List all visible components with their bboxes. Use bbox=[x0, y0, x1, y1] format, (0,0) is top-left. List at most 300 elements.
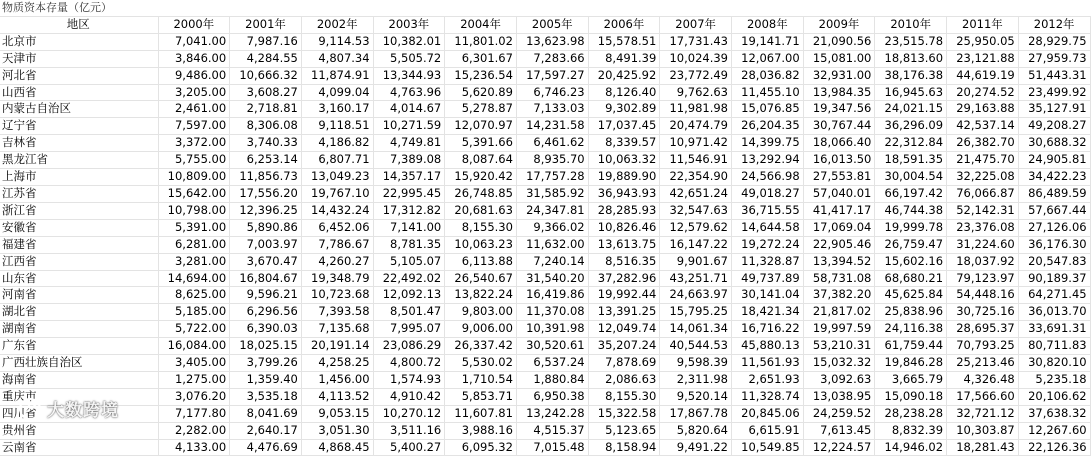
value-cell[interactable]: 24,905.81 bbox=[1018, 152, 1090, 169]
value-cell[interactable]: 17,597.27 bbox=[516, 67, 588, 84]
value-cell[interactable]: 6,746.23 bbox=[516, 84, 588, 101]
value-cell[interactable]: 6,253.14 bbox=[230, 152, 302, 169]
value-cell[interactable]: 15,090.18 bbox=[875, 388, 947, 405]
region-cell[interactable]: 山西省 bbox=[0, 84, 158, 101]
value-cell[interactable]: 31,540.20 bbox=[516, 270, 588, 287]
value-cell[interactable]: 10,666.32 bbox=[230, 67, 302, 84]
value-cell[interactable]: 22,312.84 bbox=[875, 135, 947, 152]
value-cell[interactable]: 10,063.23 bbox=[445, 236, 517, 253]
region-cell[interactable]: 福建省 bbox=[0, 236, 158, 253]
value-cell[interactable]: 10,271.59 bbox=[373, 118, 445, 135]
value-cell[interactable]: 7,878.69 bbox=[588, 355, 660, 372]
value-cell[interactable]: 6,296.56 bbox=[230, 304, 302, 321]
value-cell[interactable]: 26,337.42 bbox=[445, 338, 517, 355]
value-cell[interactable]: 13,391.25 bbox=[588, 304, 660, 321]
value-cell[interactable]: 16,147.22 bbox=[660, 236, 732, 253]
value-cell[interactable]: 70,793.25 bbox=[947, 338, 1019, 355]
value-cell[interactable]: 10,063.32 bbox=[588, 152, 660, 169]
value-cell[interactable]: 5,853.71 bbox=[445, 388, 517, 405]
value-cell[interactable]: 8,501.47 bbox=[373, 304, 445, 321]
value-cell[interactable]: 76,066.87 bbox=[947, 185, 1019, 202]
value-cell[interactable]: 4,186.82 bbox=[301, 135, 373, 152]
value-cell[interactable]: 4,868.45 bbox=[301, 439, 373, 456]
value-cell[interactable]: 80,711.83 bbox=[1018, 338, 1090, 355]
year-header[interactable]: 2002年 bbox=[301, 16, 373, 33]
value-cell[interactable]: 8,155.30 bbox=[445, 219, 517, 236]
value-cell[interactable]: 32,547.63 bbox=[660, 202, 732, 219]
value-cell[interactable]: 15,322.58 bbox=[588, 405, 660, 422]
value-cell[interactable]: 5,755.00 bbox=[158, 152, 230, 169]
value-cell[interactable]: 5,278.87 bbox=[445, 101, 517, 118]
value-cell[interactable]: 4,258.25 bbox=[301, 355, 373, 372]
value-cell[interactable]: 12,067.00 bbox=[732, 50, 804, 67]
value-cell[interactable]: 3,205.00 bbox=[158, 84, 230, 101]
value-cell[interactable]: 35,127.91 bbox=[1018, 101, 1090, 118]
value-cell[interactable]: 19,141.71 bbox=[732, 33, 804, 50]
value-cell[interactable]: 9,114.53 bbox=[301, 33, 373, 50]
value-cell[interactable]: 30,520.61 bbox=[516, 338, 588, 355]
value-cell[interactable]: 6,281.00 bbox=[158, 236, 230, 253]
value-cell[interactable]: 57,040.01 bbox=[803, 185, 875, 202]
value-cell[interactable]: 24,347.81 bbox=[516, 202, 588, 219]
value-cell[interactable]: 17,731.43 bbox=[660, 33, 732, 50]
value-cell[interactable]: 20,845.06 bbox=[732, 405, 804, 422]
region-cell[interactable]: 广东省 bbox=[0, 338, 158, 355]
value-cell[interactable]: 12,224.57 bbox=[803, 439, 875, 456]
value-cell[interactable]: 19,997.59 bbox=[803, 321, 875, 338]
value-cell[interactable]: 57,667.44 bbox=[1018, 202, 1090, 219]
value-cell[interactable]: 15,642.00 bbox=[158, 185, 230, 202]
value-cell[interactable]: 16,419.86 bbox=[516, 287, 588, 304]
value-cell[interactable]: 10,809.00 bbox=[158, 169, 230, 186]
value-cell[interactable]: 19,767.10 bbox=[301, 185, 373, 202]
value-cell[interactable]: 4,099.04 bbox=[301, 84, 373, 101]
value-cell[interactable]: 30,004.54 bbox=[875, 169, 947, 186]
value-cell[interactable]: 3,511.16 bbox=[373, 422, 445, 439]
value-cell[interactable]: 2,086.63 bbox=[588, 371, 660, 388]
value-cell[interactable]: 44,619.19 bbox=[947, 67, 1019, 84]
value-cell[interactable]: 46,744.38 bbox=[875, 202, 947, 219]
value-cell[interactable]: 12,579.62 bbox=[660, 219, 732, 236]
value-cell[interactable]: 25,838.96 bbox=[875, 304, 947, 321]
value-cell[interactable]: 6,950.38 bbox=[516, 388, 588, 405]
value-cell[interactable]: 9,901.67 bbox=[660, 253, 732, 270]
value-cell[interactable]: 12,267.60 bbox=[1018, 422, 1090, 439]
year-header[interactable]: 2003年 bbox=[373, 16, 445, 33]
value-cell[interactable]: 11,561.93 bbox=[732, 355, 804, 372]
value-cell[interactable]: 21,475.70 bbox=[947, 152, 1019, 169]
value-cell[interactable]: 34,422.23 bbox=[1018, 169, 1090, 186]
value-cell[interactable]: 35,207.24 bbox=[588, 338, 660, 355]
value-cell[interactable]: 20,191.14 bbox=[301, 338, 373, 355]
value-cell[interactable]: 17,556.20 bbox=[230, 185, 302, 202]
value-cell[interactable]: 11,455.10 bbox=[732, 84, 804, 101]
value-cell[interactable]: 22,354.90 bbox=[660, 169, 732, 186]
value-cell[interactable]: 8,781.35 bbox=[373, 236, 445, 253]
value-cell[interactable]: 12,070.97 bbox=[445, 118, 517, 135]
value-cell[interactable]: 7,141.00 bbox=[373, 219, 445, 236]
value-cell[interactable]: 15,920.42 bbox=[445, 169, 517, 186]
value-cell[interactable]: 7,987.16 bbox=[230, 33, 302, 50]
region-cell[interactable]: 黑龙江省 bbox=[0, 152, 158, 169]
value-cell[interactable]: 5,620.89 bbox=[445, 84, 517, 101]
value-cell[interactable]: 26,540.67 bbox=[445, 270, 517, 287]
value-cell[interactable]: 7,597.00 bbox=[158, 118, 230, 135]
value-cell[interactable]: 18,037.92 bbox=[947, 253, 1019, 270]
value-cell[interactable]: 1,456.00 bbox=[301, 371, 373, 388]
value-cell[interactable]: 23,772.49 bbox=[660, 67, 732, 84]
value-cell[interactable]: 25,213.46 bbox=[947, 355, 1019, 372]
value-cell[interactable]: 16,804.67 bbox=[230, 270, 302, 287]
value-cell[interactable]: 13,049.23 bbox=[301, 169, 373, 186]
value-cell[interactable]: 86,489.59 bbox=[1018, 185, 1090, 202]
value-cell[interactable]: 11,328.87 bbox=[732, 253, 804, 270]
value-cell[interactable]: 14,231.58 bbox=[516, 118, 588, 135]
value-cell[interactable]: 5,235.18 bbox=[1018, 371, 1090, 388]
region-cell[interactable]: 安徽省 bbox=[0, 219, 158, 236]
region-cell[interactable]: 北京市 bbox=[0, 33, 158, 50]
value-cell[interactable]: 8,339.57 bbox=[588, 135, 660, 152]
value-cell[interactable]: 30,725.16 bbox=[947, 304, 1019, 321]
value-cell[interactable]: 13,623.98 bbox=[516, 33, 588, 50]
value-cell[interactable]: 49,737.89 bbox=[732, 270, 804, 287]
value-cell[interactable]: 17,757.28 bbox=[516, 169, 588, 186]
value-cell[interactable]: 36,176.30 bbox=[1018, 236, 1090, 253]
value-cell[interactable]: 24,259.52 bbox=[803, 405, 875, 422]
value-cell[interactable]: 18,421.34 bbox=[732, 304, 804, 321]
value-cell[interactable]: 9,762.63 bbox=[660, 84, 732, 101]
region-cell[interactable]: 广西壮族自治区 bbox=[0, 355, 158, 372]
year-header[interactable]: 2007年 bbox=[660, 16, 732, 33]
value-cell[interactable]: 8,041.69 bbox=[230, 405, 302, 422]
value-cell[interactable]: 22,492.02 bbox=[373, 270, 445, 287]
value-cell[interactable]: 4,749.81 bbox=[373, 135, 445, 152]
table-title[interactable]: 物质资本存量（亿元） bbox=[0, 0, 1090, 16]
value-cell[interactable]: 68,680.21 bbox=[875, 270, 947, 287]
value-cell[interactable]: 4,476.69 bbox=[230, 439, 302, 456]
value-cell[interactable]: 14,399.75 bbox=[732, 135, 804, 152]
value-cell[interactable]: 19,272.24 bbox=[732, 236, 804, 253]
value-cell[interactable]: 14,644.58 bbox=[732, 219, 804, 236]
value-cell[interactable]: 8,935.70 bbox=[516, 152, 588, 169]
value-cell[interactable]: 8,832.39 bbox=[875, 422, 947, 439]
value-cell[interactable]: 61,759.44 bbox=[875, 338, 947, 355]
value-cell[interactable]: 51,443.31 bbox=[1018, 67, 1090, 84]
year-header[interactable]: 2004年 bbox=[445, 16, 517, 33]
value-cell[interactable]: 7,240.14 bbox=[516, 253, 588, 270]
value-cell[interactable]: 10,024.39 bbox=[660, 50, 732, 67]
value-cell[interactable]: 3,092.63 bbox=[803, 371, 875, 388]
value-cell[interactable]: 5,722.00 bbox=[158, 321, 230, 338]
year-header[interactable]: 2011年 bbox=[947, 16, 1019, 33]
value-cell[interactable]: 29,163.88 bbox=[947, 101, 1019, 118]
value-cell[interactable]: 20,274.52 bbox=[947, 84, 1019, 101]
value-cell[interactable]: 4,113.52 bbox=[301, 388, 373, 405]
value-cell[interactable]: 4,014.67 bbox=[373, 101, 445, 118]
value-cell[interactable]: 42,651.24 bbox=[660, 185, 732, 202]
value-cell[interactable]: 18,591.35 bbox=[875, 152, 947, 169]
value-cell[interactable]: 19,348.79 bbox=[301, 270, 373, 287]
value-cell[interactable]: 26,382.70 bbox=[947, 135, 1019, 152]
value-cell[interactable]: 13,242.28 bbox=[516, 405, 588, 422]
value-cell[interactable]: 90,189.37 bbox=[1018, 270, 1090, 287]
region-cell[interactable]: 重庆市 bbox=[0, 388, 158, 405]
region-cell[interactable]: 湖南省 bbox=[0, 321, 158, 338]
value-cell[interactable]: 2,282.00 bbox=[158, 422, 230, 439]
value-cell[interactable]: 3,740.33 bbox=[230, 135, 302, 152]
value-cell[interactable]: 30,767.44 bbox=[803, 118, 875, 135]
value-cell[interactable]: 6,452.06 bbox=[301, 219, 373, 236]
value-cell[interactable]: 28,695.37 bbox=[947, 321, 1019, 338]
value-cell[interactable]: 4,910.42 bbox=[373, 388, 445, 405]
value-cell[interactable]: 16,716.22 bbox=[732, 321, 804, 338]
region-cell[interactable]: 天津市 bbox=[0, 50, 158, 67]
value-cell[interactable]: 17,037.45 bbox=[588, 118, 660, 135]
value-cell[interactable]: 13,984.35 bbox=[803, 84, 875, 101]
value-cell[interactable]: 4,260.27 bbox=[301, 253, 373, 270]
value-cell[interactable]: 8,087.64 bbox=[445, 152, 517, 169]
value-cell[interactable]: 3,799.26 bbox=[230, 355, 302, 372]
value-cell[interactable]: 11,856.73 bbox=[230, 169, 302, 186]
value-cell[interactable]: 26,759.47 bbox=[875, 236, 947, 253]
value-cell[interactable]: 10,270.12 bbox=[373, 405, 445, 422]
region-cell[interactable]: 贵州省 bbox=[0, 422, 158, 439]
value-cell[interactable]: 30,688.32 bbox=[1018, 135, 1090, 152]
region-cell[interactable]: 江苏省 bbox=[0, 185, 158, 202]
value-cell[interactable]: 2,640.17 bbox=[230, 422, 302, 439]
value-cell[interactable]: 2,461.00 bbox=[158, 101, 230, 118]
value-cell[interactable]: 5,530.02 bbox=[445, 355, 517, 372]
value-cell[interactable]: 27,126.06 bbox=[1018, 219, 1090, 236]
value-cell[interactable]: 3,051.30 bbox=[301, 422, 373, 439]
value-cell[interactable]: 3,670.47 bbox=[230, 253, 302, 270]
value-cell[interactable]: 4,800.72 bbox=[373, 355, 445, 372]
value-cell[interactable]: 5,105.07 bbox=[373, 253, 445, 270]
value-cell[interactable]: 9,366.02 bbox=[516, 219, 588, 236]
value-cell[interactable]: 4,807.34 bbox=[301, 50, 373, 67]
value-cell[interactable]: 28,285.93 bbox=[588, 202, 660, 219]
region-cell[interactable]: 河北省 bbox=[0, 67, 158, 84]
value-cell[interactable]: 11,546.91 bbox=[660, 152, 732, 169]
value-cell[interactable]: 64,271.45 bbox=[1018, 287, 1090, 304]
value-cell[interactable]: 5,400.27 bbox=[373, 439, 445, 456]
value-cell[interactable]: 1,880.84 bbox=[516, 371, 588, 388]
value-cell[interactable]: 41,417.17 bbox=[803, 202, 875, 219]
value-cell[interactable]: 36,296.09 bbox=[875, 118, 947, 135]
value-cell[interactable]: 20,547.83 bbox=[1018, 253, 1090, 270]
value-cell[interactable]: 8,516.35 bbox=[588, 253, 660, 270]
value-cell[interactable]: 18,066.40 bbox=[803, 135, 875, 152]
region-cell[interactable]: 江西省 bbox=[0, 253, 158, 270]
year-header[interactable]: 2010年 bbox=[875, 16, 947, 33]
value-cell[interactable]: 19,347.56 bbox=[803, 101, 875, 118]
value-cell[interactable]: 7,995.07 bbox=[373, 321, 445, 338]
year-header[interactable]: 2009年 bbox=[803, 16, 875, 33]
value-cell[interactable]: 22,995.45 bbox=[373, 185, 445, 202]
value-cell[interactable]: 4,133.00 bbox=[158, 439, 230, 456]
value-cell[interactable]: 6,807.71 bbox=[301, 152, 373, 169]
value-cell[interactable]: 4,326.48 bbox=[947, 371, 1019, 388]
value-cell[interactable]: 52,142.31 bbox=[947, 202, 1019, 219]
value-cell[interactable]: 21,817.02 bbox=[803, 304, 875, 321]
value-cell[interactable]: 10,382.01 bbox=[373, 33, 445, 50]
value-cell[interactable]: 28,929.75 bbox=[1018, 33, 1090, 50]
value-cell[interactable]: 10,391.98 bbox=[516, 321, 588, 338]
value-cell[interactable]: 3,160.17 bbox=[301, 101, 373, 118]
value-cell[interactable]: 42,537.14 bbox=[947, 118, 1019, 135]
value-cell[interactable]: 13,292.94 bbox=[732, 152, 804, 169]
year-header[interactable]: 2005年 bbox=[516, 16, 588, 33]
value-cell[interactable]: 31,224.60 bbox=[947, 236, 1019, 253]
value-cell[interactable]: 20,106.62 bbox=[1018, 388, 1090, 405]
value-cell[interactable]: 16,945.63 bbox=[875, 84, 947, 101]
value-cell[interactable]: 10,549.85 bbox=[732, 439, 804, 456]
value-cell[interactable]: 24,116.38 bbox=[875, 321, 947, 338]
value-cell[interactable]: 36,943.93 bbox=[588, 185, 660, 202]
value-cell[interactable]: 32,225.08 bbox=[947, 169, 1019, 186]
value-cell[interactable]: 15,081.00 bbox=[803, 50, 875, 67]
value-cell[interactable]: 23,121.88 bbox=[947, 50, 1019, 67]
value-cell[interactable]: 15,795.25 bbox=[660, 304, 732, 321]
value-cell[interactable]: 10,971.42 bbox=[660, 135, 732, 152]
value-cell[interactable]: 20,425.92 bbox=[588, 67, 660, 84]
value-cell[interactable]: 14,946.02 bbox=[875, 439, 947, 456]
value-cell[interactable]: 5,505.72 bbox=[373, 50, 445, 67]
value-cell[interactable]: 13,822.24 bbox=[445, 287, 517, 304]
value-cell[interactable]: 10,303.87 bbox=[947, 422, 1019, 439]
value-cell[interactable]: 53,210.31 bbox=[803, 338, 875, 355]
region-cell[interactable]: 湖北省 bbox=[0, 304, 158, 321]
value-cell[interactable]: 3,372.00 bbox=[158, 135, 230, 152]
value-cell[interactable]: 8,158.94 bbox=[588, 439, 660, 456]
year-header[interactable]: 2008年 bbox=[732, 16, 804, 33]
value-cell[interactable]: 14,694.00 bbox=[158, 270, 230, 287]
value-cell[interactable]: 22,905.46 bbox=[803, 236, 875, 253]
value-cell[interactable]: 9,803.00 bbox=[445, 304, 517, 321]
region-cell[interactable]: 河南省 bbox=[0, 287, 158, 304]
value-cell[interactable]: 24,663.97 bbox=[660, 287, 732, 304]
value-cell[interactable]: 18,025.15 bbox=[230, 338, 302, 355]
value-cell[interactable]: 22,126.36 bbox=[1018, 439, 1090, 456]
value-cell[interactable]: 11,328.74 bbox=[732, 388, 804, 405]
value-cell[interactable]: 4,515.37 bbox=[516, 422, 588, 439]
value-cell[interactable]: 7,283.66 bbox=[516, 50, 588, 67]
value-cell[interactable]: 23,086.29 bbox=[373, 338, 445, 355]
year-header[interactable]: 2000年 bbox=[158, 16, 230, 33]
value-cell[interactable]: 6,095.32 bbox=[445, 439, 517, 456]
value-cell[interactable]: 3,846.00 bbox=[158, 50, 230, 67]
value-cell[interactable]: 54,448.16 bbox=[947, 287, 1019, 304]
value-cell[interactable]: 7,393.58 bbox=[301, 304, 373, 321]
year-header[interactable]: 2006年 bbox=[588, 16, 660, 33]
value-cell[interactable]: 9,006.00 bbox=[445, 321, 517, 338]
value-cell[interactable]: 28,036.82 bbox=[732, 67, 804, 84]
value-cell[interactable]: 27,959.73 bbox=[1018, 50, 1090, 67]
value-cell[interactable]: 17,069.04 bbox=[803, 219, 875, 236]
value-cell[interactable]: 17,312.82 bbox=[373, 202, 445, 219]
value-cell[interactable]: 2,718.81 bbox=[230, 101, 302, 118]
value-cell[interactable]: 9,520.14 bbox=[660, 388, 732, 405]
value-cell[interactable]: 8,491.39 bbox=[588, 50, 660, 67]
value-cell[interactable]: 7,389.08 bbox=[373, 152, 445, 169]
value-cell[interactable]: 1,275.00 bbox=[158, 371, 230, 388]
value-cell[interactable]: 5,820.64 bbox=[660, 422, 732, 439]
value-cell[interactable]: 3,281.00 bbox=[158, 253, 230, 270]
value-cell[interactable]: 26,748.85 bbox=[445, 185, 517, 202]
value-cell[interactable]: 6,113.88 bbox=[445, 253, 517, 270]
value-cell[interactable]: 11,370.08 bbox=[516, 304, 588, 321]
value-cell[interactable]: 7,133.03 bbox=[516, 101, 588, 118]
value-cell[interactable]: 43,251.71 bbox=[660, 270, 732, 287]
value-cell[interactable]: 6,615.91 bbox=[732, 422, 804, 439]
value-cell[interactable]: 45,880.13 bbox=[732, 338, 804, 355]
value-cell[interactable]: 1,710.54 bbox=[445, 371, 517, 388]
value-cell[interactable]: 3,076.20 bbox=[158, 388, 230, 405]
value-cell[interactable]: 32,721.12 bbox=[947, 405, 1019, 422]
value-cell[interactable]: 6,301.67 bbox=[445, 50, 517, 67]
value-cell[interactable]: 2,311.98 bbox=[660, 371, 732, 388]
value-cell[interactable]: 17,867.78 bbox=[660, 405, 732, 422]
value-cell[interactable]: 1,359.40 bbox=[230, 371, 302, 388]
value-cell[interactable]: 14,357.17 bbox=[373, 169, 445, 186]
value-cell[interactable]: 23,499.92 bbox=[1018, 84, 1090, 101]
value-cell[interactable]: 12,092.13 bbox=[373, 287, 445, 304]
value-cell[interactable]: 24,566.98 bbox=[732, 169, 804, 186]
value-cell[interactable]: 3,535.18 bbox=[230, 388, 302, 405]
value-cell[interactable]: 1,574.93 bbox=[373, 371, 445, 388]
value-cell[interactable]: 3,988.16 bbox=[445, 422, 517, 439]
value-cell[interactable]: 19,999.78 bbox=[875, 219, 947, 236]
value-cell[interactable]: 9,486.00 bbox=[158, 67, 230, 84]
value-cell[interactable]: 8,155.30 bbox=[588, 388, 660, 405]
value-cell[interactable]: 37,638.32 bbox=[1018, 405, 1090, 422]
value-cell[interactable]: 23,515.78 bbox=[875, 33, 947, 50]
region-cell[interactable]: 云南省 bbox=[0, 439, 158, 456]
value-cell[interactable]: 16,084.00 bbox=[158, 338, 230, 355]
value-cell[interactable]: 10,826.46 bbox=[588, 219, 660, 236]
value-cell[interactable]: 5,391.00 bbox=[158, 219, 230, 236]
value-cell[interactable]: 7,613.45 bbox=[803, 422, 875, 439]
value-cell[interactable]: 9,302.89 bbox=[588, 101, 660, 118]
value-cell[interactable]: 13,394.52 bbox=[803, 253, 875, 270]
value-cell[interactable]: 7,786.67 bbox=[301, 236, 373, 253]
value-cell[interactable]: 8,306.08 bbox=[230, 118, 302, 135]
value-cell[interactable]: 4,763.96 bbox=[373, 84, 445, 101]
value-cell[interactable]: 9,118.51 bbox=[301, 118, 373, 135]
value-cell[interactable]: 24,021.15 bbox=[875, 101, 947, 118]
value-cell[interactable]: 30,141.04 bbox=[732, 287, 804, 304]
value-cell[interactable]: 6,537.24 bbox=[516, 355, 588, 372]
value-cell[interactable]: 30,820.10 bbox=[1018, 355, 1090, 372]
value-cell[interactable]: 18,281.43 bbox=[947, 439, 1019, 456]
value-cell[interactable]: 16,013.50 bbox=[803, 152, 875, 169]
value-cell[interactable]: 3,665.79 bbox=[875, 371, 947, 388]
value-cell[interactable]: 10,723.68 bbox=[301, 287, 373, 304]
value-cell[interactable]: 20,474.79 bbox=[660, 118, 732, 135]
value-cell[interactable]: 20,681.63 bbox=[445, 202, 517, 219]
value-cell[interactable]: 21,090.56 bbox=[803, 33, 875, 50]
value-cell[interactable]: 15,076.85 bbox=[732, 101, 804, 118]
value-cell[interactable]: 32,931.00 bbox=[803, 67, 875, 84]
value-cell[interactable]: 12,049.74 bbox=[588, 321, 660, 338]
region-cell[interactable]: 吉林省 bbox=[0, 135, 158, 152]
value-cell[interactable]: 12,396.25 bbox=[230, 202, 302, 219]
value-cell[interactable]: 66,197.42 bbox=[875, 185, 947, 202]
value-cell[interactable]: 14,432.24 bbox=[301, 202, 373, 219]
region-cell[interactable]: 山东省 bbox=[0, 270, 158, 287]
value-cell[interactable]: 11,632.00 bbox=[516, 236, 588, 253]
value-cell[interactable]: 9,598.39 bbox=[660, 355, 732, 372]
